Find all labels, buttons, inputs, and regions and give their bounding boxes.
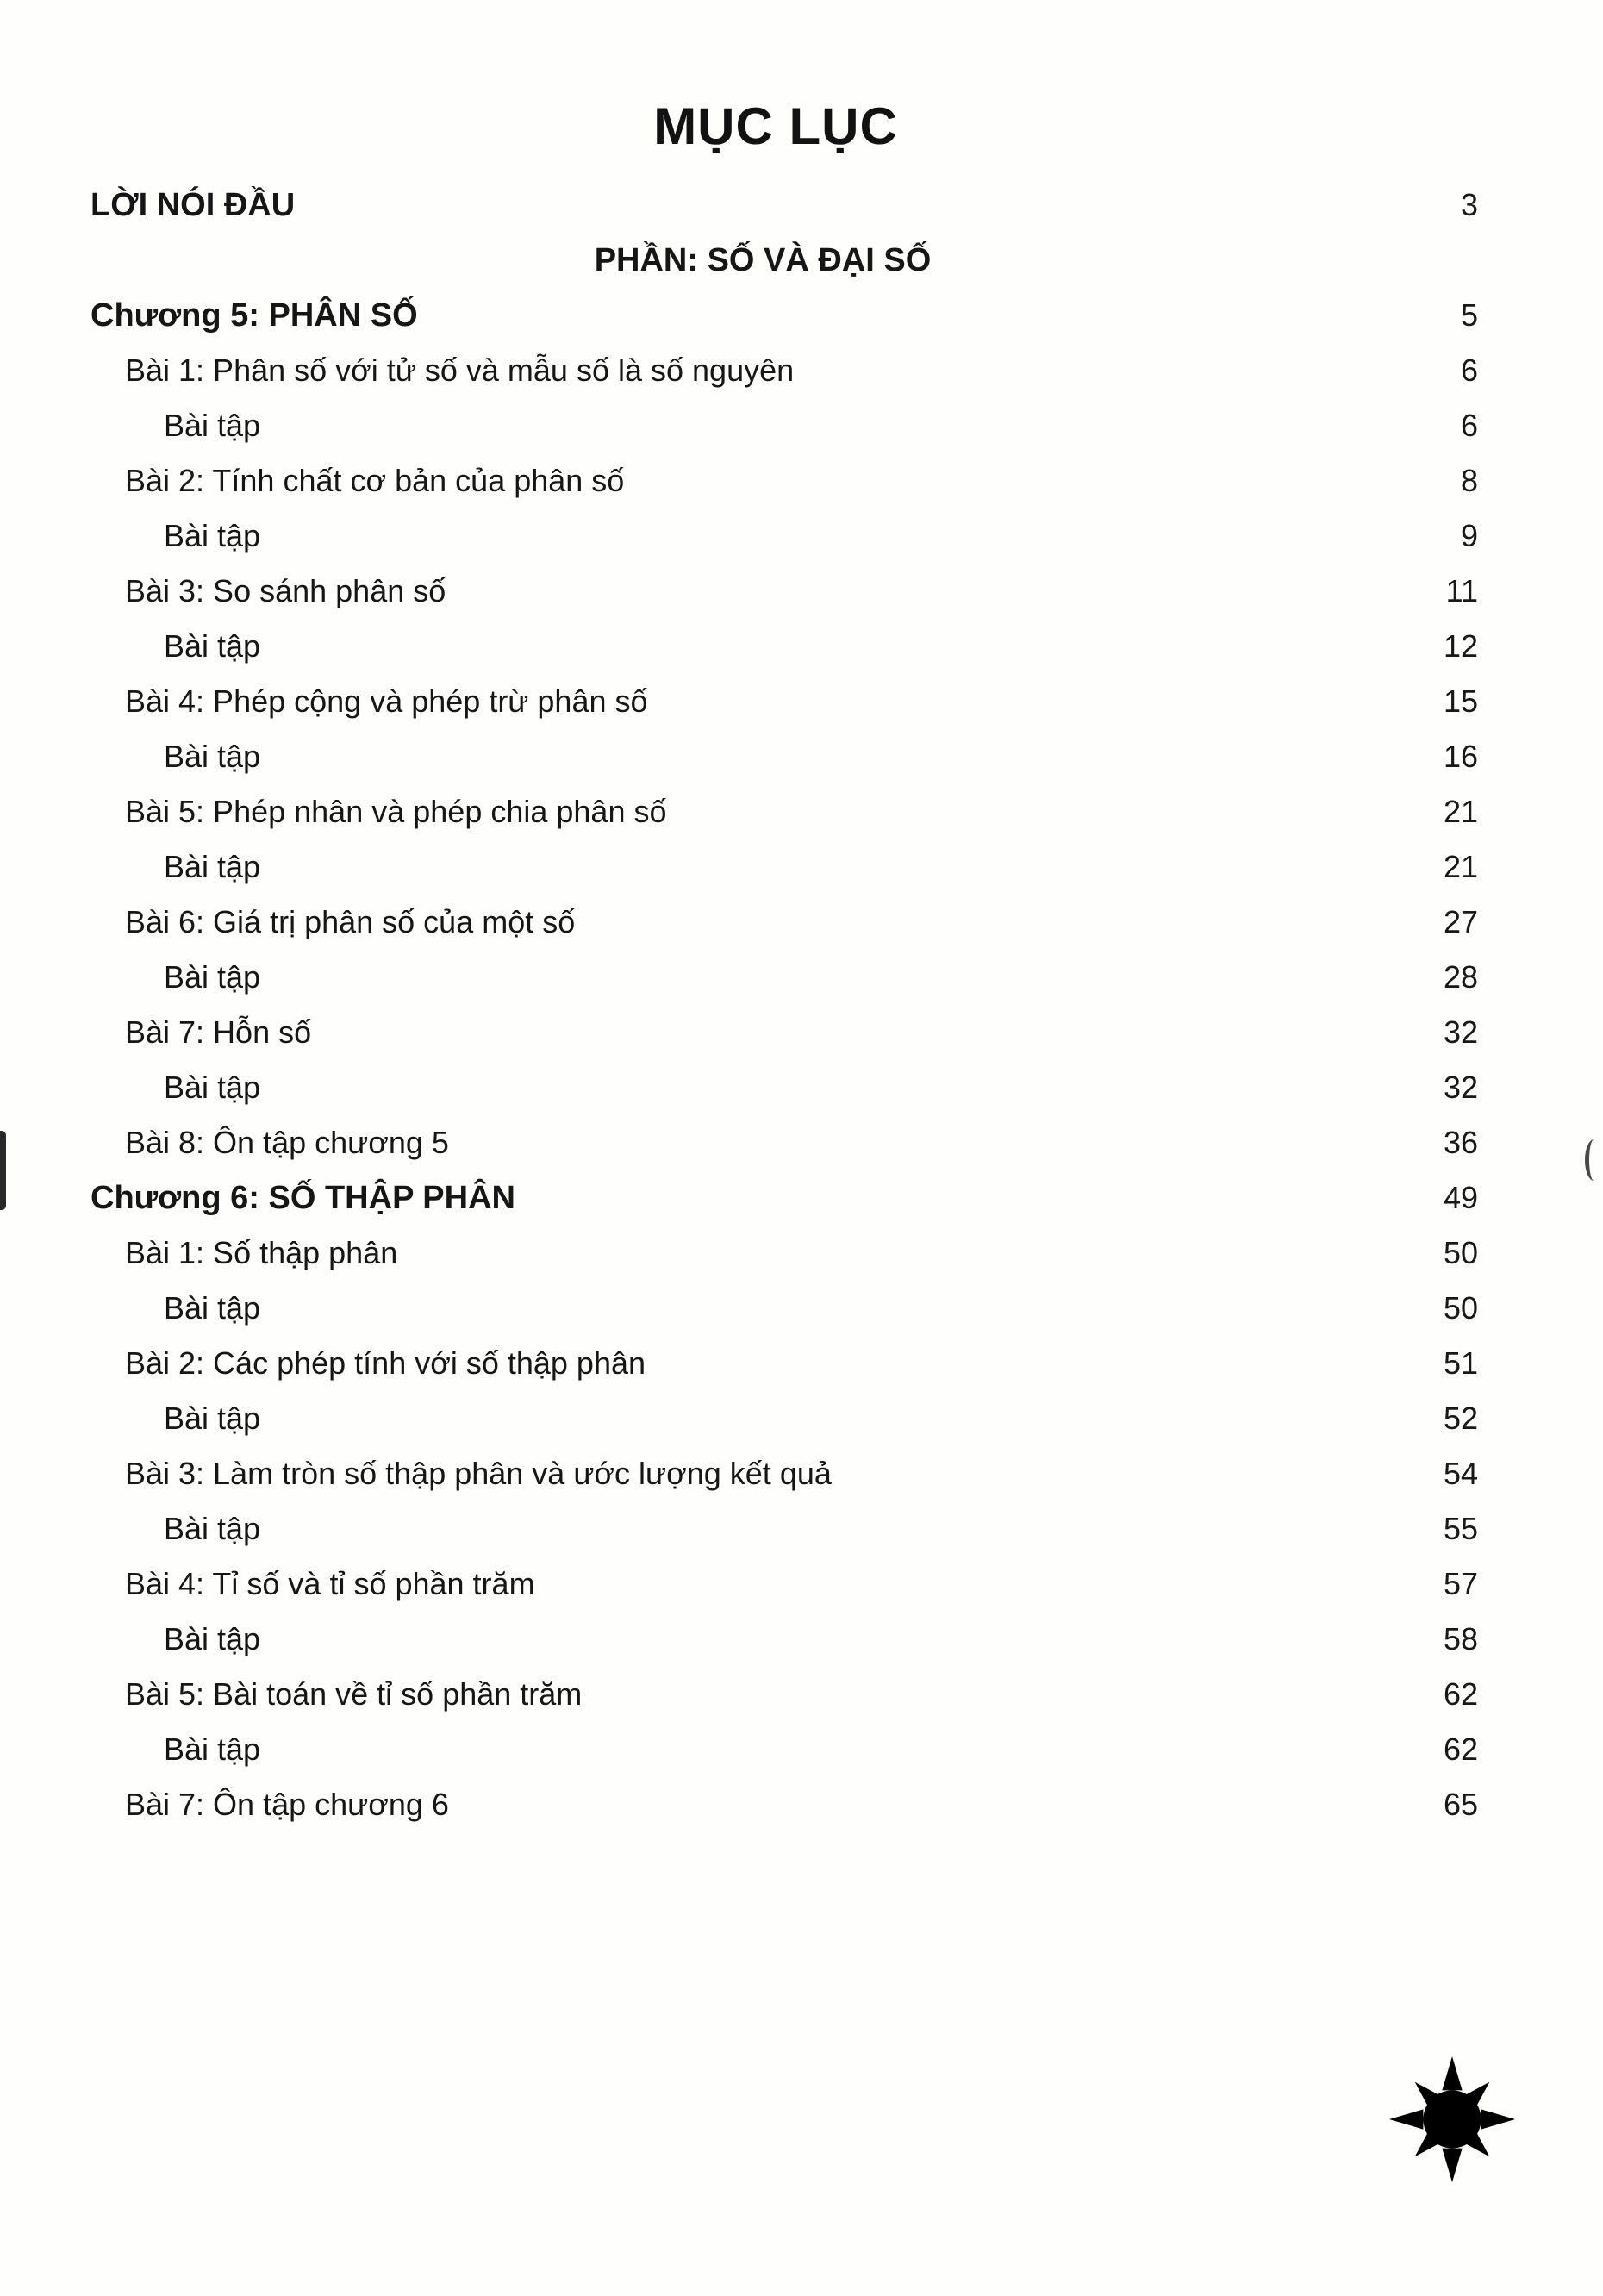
toc-entry-page: 32 (1443, 1070, 1478, 1105)
toc-row (0, 508, 1603, 564)
toc-entry-label: Bài 5: Bài toán về tỉ số phần trăm (125, 1676, 583, 1712)
toc-list (0, 178, 1603, 1832)
toc-row (0, 398, 1603, 453)
toc-entry-page: 11 (1445, 573, 1478, 608)
toc-row (0, 1060, 1603, 1115)
toc-entry-page: 49 (1443, 1180, 1478, 1215)
toc-entry-page: 9 (1460, 518, 1478, 553)
toc-entry-label: Bài tập (164, 1401, 261, 1436)
toc-entry-page: 28 (1443, 959, 1478, 995)
toc-entry-page: 65 (1443, 1787, 1478, 1822)
toc-entry-page: 32 (1443, 1014, 1478, 1050)
toc-entry-label: Bài tập (164, 628, 261, 664)
toc-entry-page: 5 (1460, 297, 1478, 333)
toc-row (0, 1667, 1603, 1722)
toc-entry-page: 50 (1443, 1235, 1478, 1270)
page-title: MỤC LỤC (653, 97, 898, 155)
toc-entry-page: 6 (1460, 408, 1478, 443)
toc-entry-page: 62 (1443, 1731, 1478, 1767)
toc-entry-label: Bài 5: Phép nhân và phép chia phân số (125, 794, 667, 829)
toc-entry-label: PHẦN: SỐ VÀ ĐẠI SỐ (594, 241, 932, 278)
toc-entry-page: 8 (1460, 463, 1478, 498)
toc-entry-page: 52 (1443, 1401, 1478, 1436)
toc-entry-label: Bài 4: Phép cộng và phép trừ phân số (125, 683, 648, 719)
toc-row (0, 895, 1603, 950)
toc-entry-page: 16 (1443, 739, 1478, 774)
toc-entry-page: 12 (1443, 628, 1478, 664)
toc-entry-label: Bài 7: Hỗn số (125, 1014, 312, 1050)
toc-entry-label: Bài tập (164, 518, 261, 553)
toc-entry-page: 62 (1443, 1676, 1478, 1712)
toc-entry-page: 50 (1443, 1290, 1478, 1326)
toc-row (0, 674, 1603, 729)
toc-entry-label: Bài tập (164, 959, 261, 995)
toc-entry-page: 51 (1443, 1345, 1478, 1381)
toc-row (0, 784, 1603, 839)
toc-row (0, 453, 1603, 508)
toc-entry-page: 36 (1443, 1125, 1478, 1160)
toc-entry-label: Bài tập (164, 1621, 261, 1656)
toc-entry-label: Bài tập (164, 408, 261, 443)
sun-icon (1389, 2056, 1515, 2182)
toc-row (0, 1391, 1603, 1446)
toc-entry-page: 27 (1443, 904, 1478, 939)
toc-entry-label: Bài 1: Số thập phân (125, 1235, 398, 1270)
toc-entry-label: Bài 6: Giá trị phân số của một số (125, 904, 576, 939)
toc-row (0, 839, 1603, 895)
toc-entry-label: Bài tập (164, 1070, 261, 1105)
toc-entry-label: LỜI NÓI ĐẦU (90, 186, 296, 223)
toc-entry-label: Bài 8: Ôn tập chương 5 (125, 1125, 449, 1160)
toc-entry-page: 54 (1443, 1456, 1478, 1491)
toc-row (0, 1281, 1603, 1336)
toc-row (0, 619, 1603, 674)
toc-entry-page: 58 (1443, 1621, 1478, 1656)
toc-entry-label: Bài tập (164, 1290, 261, 1326)
toc-row (0, 288, 1603, 343)
toc-entry-page: 15 (1443, 683, 1478, 719)
toc-row (0, 564, 1603, 619)
toc-entry-label: Bài tập (164, 849, 261, 884)
toc-entry-label: Bài 3: Làm tròn số thập phân và ước lượng kết quả (125, 1456, 832, 1491)
toc-row (0, 1612, 1603, 1667)
toc-row (0, 1226, 1603, 1281)
toc-row (0, 1005, 1603, 1060)
toc-row (0, 1446, 1603, 1501)
toc-entry-label: Bài 3: So sánh phân số (125, 573, 446, 608)
toc-entry-page: 57 (1443, 1566, 1478, 1601)
toc-entry-label: Chương 5: PHÂN SỐ (90, 296, 418, 334)
toc-row (0, 1336, 1603, 1391)
toc-row (0, 343, 1603, 398)
toc-row (0, 178, 1603, 233)
toc-entry-label: Bài 1: Phân số với tử số và mẫu số là số nguyên (125, 353, 795, 388)
toc-row (0, 1115, 1603, 1170)
toc-entry-page: 21 (1443, 849, 1478, 884)
toc-entry-label: Bài 2: Tính chất cơ bản của phân số (125, 463, 625, 498)
toc-row (0, 1722, 1603, 1777)
toc-entry-label: Bài tập (164, 1511, 261, 1546)
toc-entry-label: Bài 7: Ôn tập chương 6 (125, 1787, 449, 1822)
toc-row (0, 1170, 1603, 1226)
toc-row (0, 1557, 1603, 1612)
toc-entry-label: Bài 4: Tỉ số và tỉ số phần trăm (125, 1566, 535, 1601)
toc-entry-page: 3 (1460, 187, 1478, 222)
toc-entry-label: Chương 6: SỐ THẬP PHÂN (90, 1179, 515, 1216)
toc-row (0, 1777, 1603, 1832)
toc-entry-label: Bài tập (164, 1731, 261, 1767)
scan-artifact-right-edge (1585, 1139, 1603, 1181)
toc-entry-page: 55 (1443, 1511, 1478, 1546)
toc-entry-label: Bài tập (164, 739, 261, 774)
toc-entry-label: Bài 2: Các phép tính với số thập phân (125, 1345, 646, 1381)
toc-entry-page: 6 (1460, 353, 1478, 388)
toc-entry-page: 21 (1443, 794, 1478, 829)
toc-row (0, 950, 1603, 1005)
toc-row (0, 1501, 1603, 1557)
scan-artifact-left-edge (0, 1131, 6, 1210)
toc-row (0, 233, 1603, 288)
toc-row (0, 729, 1603, 784)
